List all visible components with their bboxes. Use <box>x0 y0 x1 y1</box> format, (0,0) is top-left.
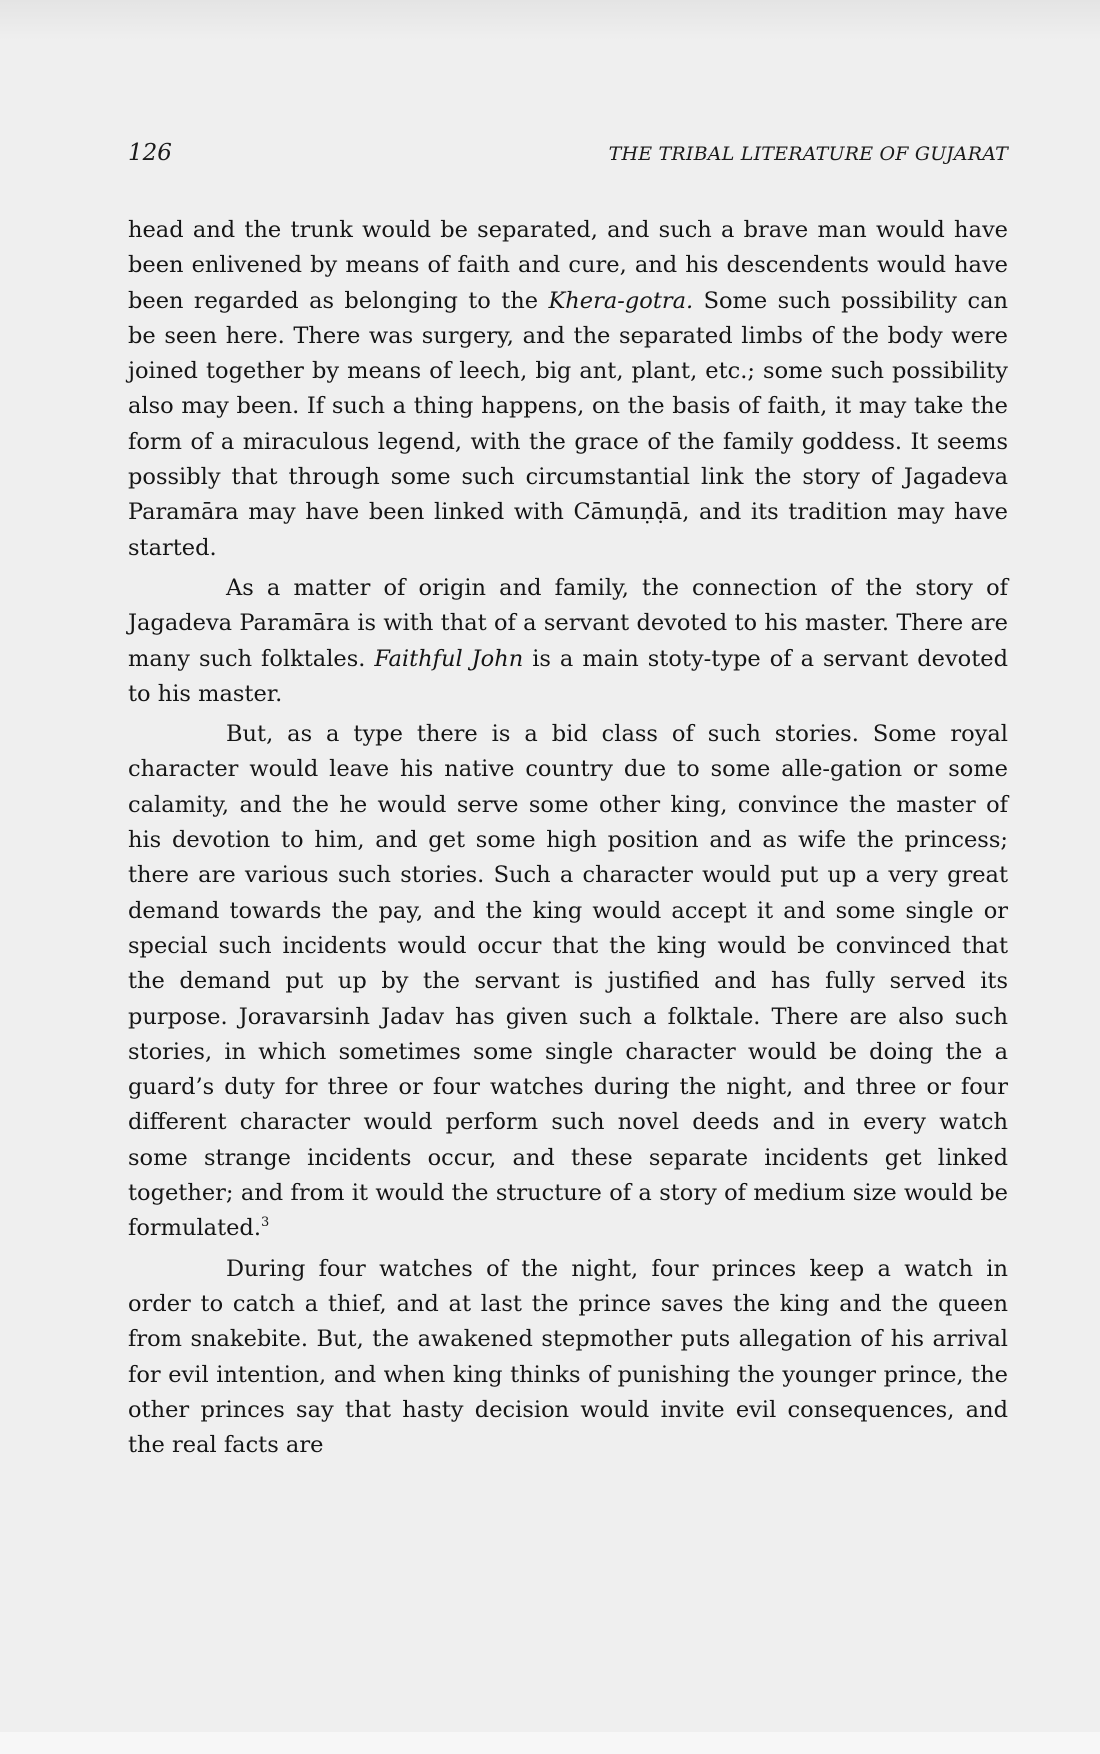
paragraph-2-text-a: As a matter of origin and family, the connection of the story of Jagadeva Paramāra is with that of a servant devoted to his master. There are many such folktales. <box>128 574 1008 672</box>
paragraph-3 <box>128 717 1008 1246</box>
paragraph-2 <box>128 571 1008 712</box>
paragraph-2-italic-title: Faithful John <box>374 645 524 672</box>
paragraph-3-text: But, as a type there is a bid class of such stories. Some royal character would leave his native country due to some alle-gation or some calamity, and the he would serve some other king, convince the master of his devotion to him, and get some high position and as wife the princess; there are various such stories. Such a character would put up a very great demand towards the pay, and the king would accept it and some single or special such incidents would occur that the king would be convinced that the demand put up by the servant is justified and has fully served its purpose. Joravarsinh Jadav has given such a folktale. There are also such stories, in which sometimes some single character would be doing the a guard’s duty for three or four watches during the night, and three or four different character would perform such novel deeds and in every watch some strange incidents occur, and these separate incidents get linked together; and from it would the structure of a story of medium size would be formulated. <box>128 721 1008 1242</box>
running-head <box>128 140 1008 174</box>
scan-edge <box>0 1732 1100 1754</box>
paragraph-2-text-c: is a main stoty-type of a servant devoted to his master. <box>128 645 1008 707</box>
paragraph-1-text-a: head and the trunk would be separated, and such a brave man would have been enlivened by means of faith and cure, and his descendents would have been regarded as belonging to the <box>128 217 1008 314</box>
scan-shadow <box>0 0 1100 40</box>
paragraph-4: During four watches of the night, four princes keep a watch in order to catch a thief, and at last the prince saves the king and the queen from snakebite. But, the awakened stepmother puts allegation of his arrival for evil intention, and when king thinks of punishing the younger prince, the other princes say that hasty decision would invite evil consequences, and the real facts are <box>128 1255 1008 1459</box>
footnote-marker: 3 <box>260 1215 270 1231</box>
paragraph-1-text-c: Some such possibility can be seen here. There was surgery, and the separated limbs of the body were joined together by means of leech, big ant, plant, etc.; some such possibility also may been. If such a thing happens, on the basis of faith, it may take the form of a miraculous legend, with the grace of the family goddess. It seems possibly that through some such circumstantial link the story of Jagadeva Paramāra may have been linked with Cāmuṇḍā, and its tradition may have started. <box>128 287 1009 561</box>
page-number: 126 <box>128 140 172 166</box>
body-text <box>128 213 1008 1468</box>
running-title: THE TRIBAL LITERATURE OF GUJARAT <box>608 143 1008 165</box>
paragraph-1 <box>128 213 1008 566</box>
paragraph-1-italic-term: Khera-gotra. <box>548 287 694 314</box>
